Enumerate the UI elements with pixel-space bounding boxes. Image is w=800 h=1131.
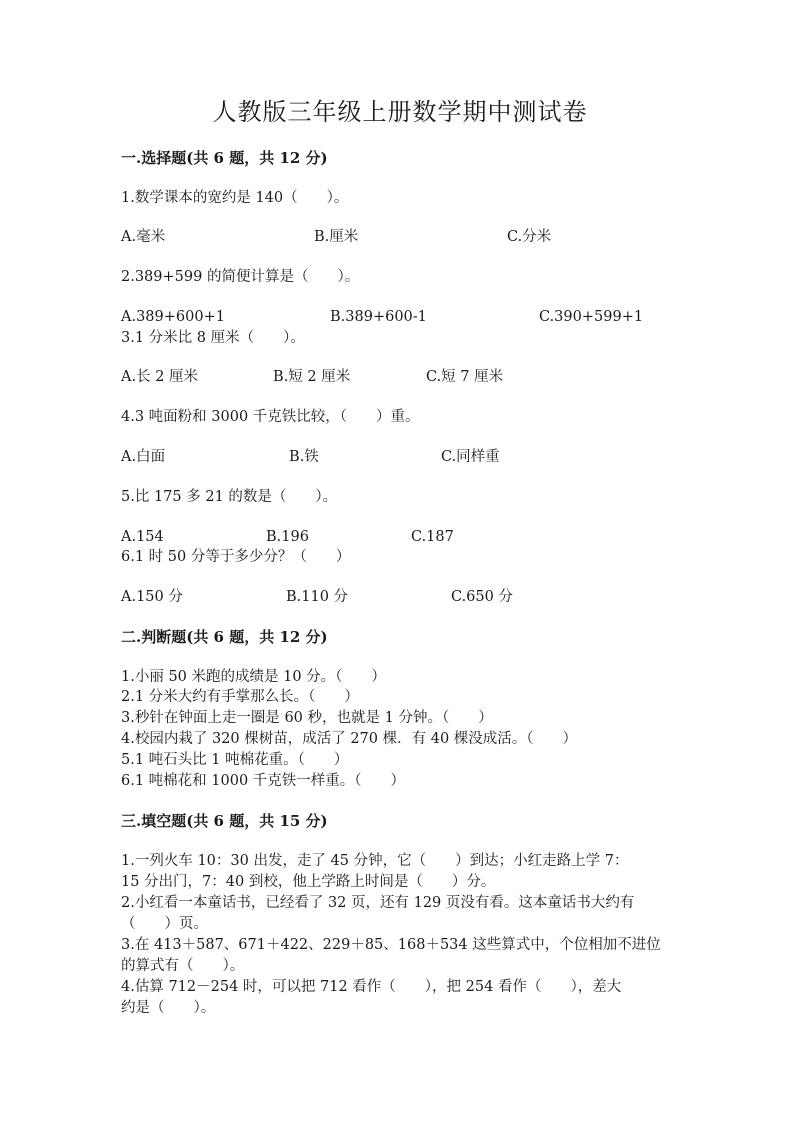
- judgement-item: 2.1 分米大约有手掌那么长。（ ）: [121, 689, 359, 705]
- fill-blank-line: 的算式有（ ）。: [121, 958, 245, 974]
- q5-option-c: C.187: [411, 529, 454, 545]
- page-title: 人教版三年级上册数学期中测试卷: [212, 98, 588, 126]
- q3-option-b: B.短 2 厘米: [273, 369, 351, 385]
- q1-option-a: A.毫米: [121, 229, 166, 245]
- question-6: 6.1 时 50 分等于多少分？（ ）: [121, 549, 351, 565]
- q2-option-b: B.389+600-1: [330, 309, 427, 325]
- fill-blank-line: 1.一列火车 10：30 出发，走了 45 分钟，它（ ）到达；小红走路上学 7：: [121, 853, 629, 869]
- q5-option-a: A.154: [121, 529, 164, 545]
- q4-option-b: B.铁: [289, 449, 319, 465]
- q3-option-a: A.长 2 厘米: [121, 369, 199, 385]
- question-1: 1.数学课本的宽约是 140（ ）。: [121, 190, 349, 206]
- section-heading-judgement: 二.判断题(共 6 题，共 12 分): [121, 628, 328, 646]
- section-heading-choice: 一.选择题(共 6 题，共 12 分): [121, 149, 328, 167]
- q2-option-a: A.389+600+1: [121, 309, 225, 325]
- fill-blank-line: （ ）页。: [121, 916, 208, 932]
- fill-blank-line: 4.估算 712－254 时，可以把 712 看作（ ），把 254 看作（ ），差大: [121, 979, 622, 995]
- judgement-item: 5.1 吨石头比 1 吨棉花重。（ ）: [121, 752, 349, 768]
- q1-option-c: C.分米: [507, 229, 552, 245]
- question-2: 2.389+599 的简便计算是（ ）。: [121, 269, 360, 285]
- judgement-item: 3.秒针在钟面上走一圈是 60 秒，也就是 1 分钟。（ ）: [121, 710, 493, 726]
- q4-option-c: C.同样重: [441, 449, 500, 465]
- q6-option-b: B.110 分: [286, 589, 349, 605]
- fill-blank-line: 2.小红看一本童话书，已经看了 32 页，还有 129 页没有看。这本童话书大约有: [121, 895, 635, 911]
- question-3: 3.1 分米比 8 厘米（ ）。: [121, 330, 305, 346]
- fill-blank-line: 3.在 413＋587、671＋422、229＋85、168＋534 这些算式中，个位相加不进位: [121, 937, 661, 953]
- q5-option-b: B.196: [266, 529, 309, 545]
- q4-option-a: A.白面: [121, 449, 166, 465]
- question-5: 5.比 175 多 21 的数是（ ）。: [121, 489, 338, 505]
- fill-blank-line: 约是（ ）。: [121, 1000, 216, 1016]
- judgement-item: 4.校园内栽了 320 棵树苗，成活了 270 棵．有 40 棵没成活。（ ）: [121, 731, 578, 747]
- q2-option-c: C.390+599+1: [539, 309, 644, 325]
- judgement-item: 6.1 吨棉花和 1000 千克铁一样重。（ ）: [121, 773, 406, 789]
- fill-blank-line: 15 分出门，7：40 到校，他上学路上时间是（ ）分。: [121, 874, 496, 890]
- q6-option-a: A.150 分: [121, 589, 183, 605]
- judgement-item: 1.小丽 50 米跑的成绩是 10 分。（ ）: [121, 669, 386, 685]
- q6-option-c: C.650 分: [451, 589, 513, 605]
- q3-option-c: C.短 7 厘米: [426, 369, 504, 385]
- question-4: 4.3 吨面粉和 3000 千克铁比较，（ ）重。: [121, 409, 420, 425]
- section-heading-fill-blank: 三.填空题(共 6 题，共 15 分): [121, 812, 328, 830]
- q1-option-b: B.厘米: [314, 229, 359, 245]
